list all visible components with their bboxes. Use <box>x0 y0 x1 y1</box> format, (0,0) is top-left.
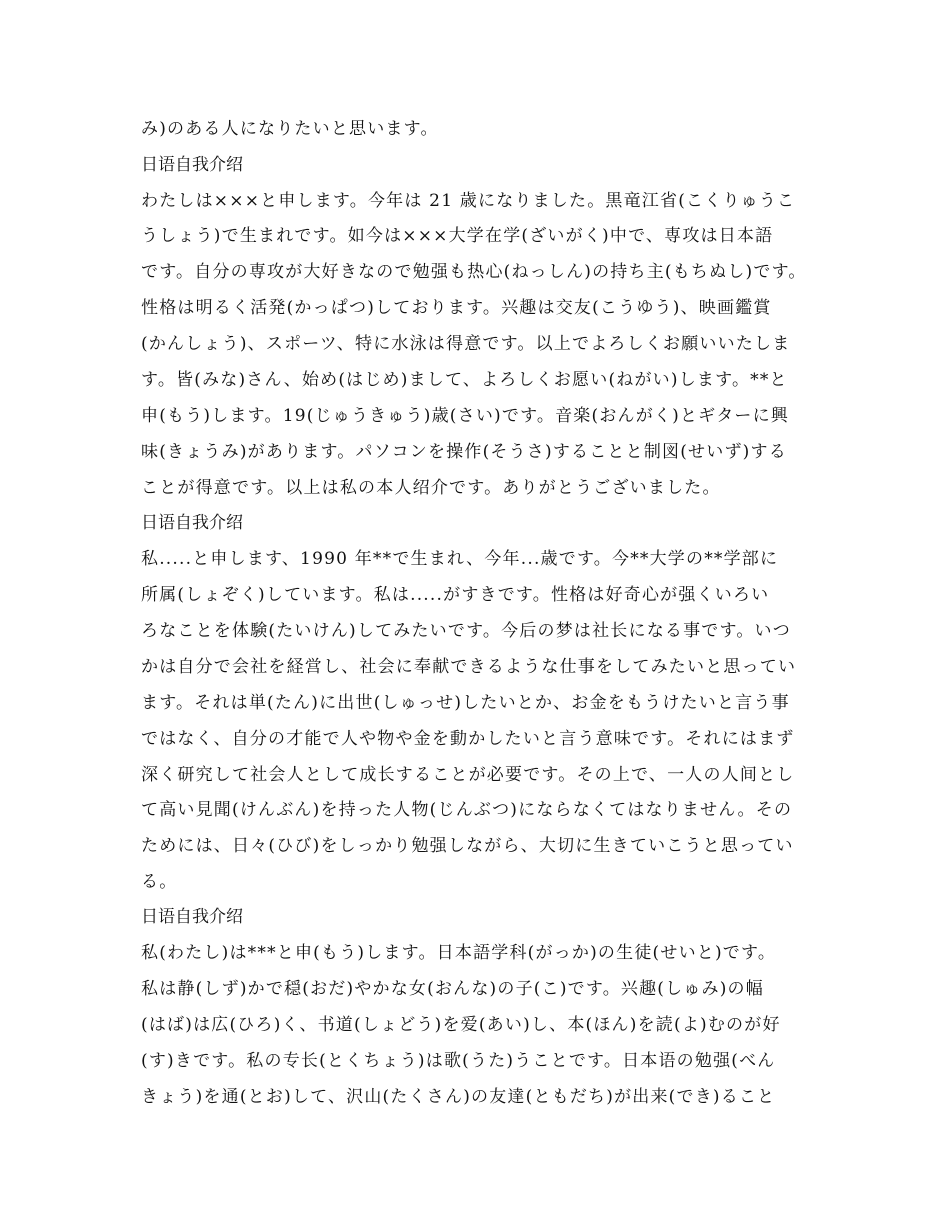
text-line: 申(もう)します。19(じゅうきゅう)歳(さい)です。音楽(おんがく)とギターに興 <box>141 406 789 426</box>
section-heading: 日语自我介绍 <box>141 155 243 175</box>
text-line: ろなことを体験(たいけん)してみたいです。今后の梦は社长になる事です。いつ <box>141 621 791 641</box>
text-line: す。皆(みな)さん、始め(はじめ)まして、よろしくお愿い(ねがい)します。**と <box>141 370 788 390</box>
text-line: (す)きです。私の专长(とくちょう)は歌(うた)うことです。日本语の勉强(べん <box>141 1051 776 1071</box>
text-line: かは自分で会社を経営し、社会に奉献できるような仕事をしてみたいと思ってい <box>141 657 797 677</box>
section-heading: 日语自我介绍 <box>141 907 243 927</box>
text-line: です。自分の専攻が大好きなので勉强も热心(ねっしん)の持ち主(もちぬし)です。 <box>141 262 807 282</box>
text-line: ではなく、自分の才能で人や物や金を動かしたいと言う意味です。それにはまず <box>141 729 795 749</box>
section-heading: 日语自我介绍 <box>141 513 243 533</box>
text-line: ます。それは単(たん)に出世(しゅっせ)したいとか、お金をもうけたいと言う事 <box>141 693 790 713</box>
text-line: きょう)を通(とお)して、沢山(たくさん)の友達(ともだち)が出来(でき)ること <box>141 1087 776 1107</box>
text-line: ためには、日々(ひび)をしっかり勉强しながら、大切に生きていこうと思ってい <box>141 836 794 856</box>
text-line: 私(わたし)は***と申(もう)します。日本語学科(がっか)の生徒(せいと)です。 <box>141 943 777 963</box>
text-line: (はば)は広(ひろ)く、书道(しょどう)を爱(あい)し、本(ほん)を読(よ)むのが好 <box>141 1015 781 1035</box>
text-line: (かんしょう)、スポーツ、特に水泳は得意です。以上でよろしくお願いいたしま <box>141 334 791 354</box>
text-line: ことが得意です。以上は私の本人绍介です。ありがとうございました。 <box>141 478 721 498</box>
text-line: 深く研究して社会人として成长することが必要です。その上で、一人の人间とし <box>141 765 795 785</box>
text-line: み)のある人になりたいと思います。 <box>141 119 439 139</box>
text-line: 所属(しょぞく)しています。私は.....がすきです。性格は好奇心が强くいろい <box>141 585 770 605</box>
text-line: うしょう)で生まれです。如今は×××大学在学(ざいがく)中で、専攻は日本語 <box>141 226 774 246</box>
text-line: 私は静(しず)かで穏(おだ)やかな女(おんな)の子(こ)です。兴趣(しゅみ)の幅 <box>141 979 764 999</box>
text-line: わたしは×××と申します。今年は 21 歳になりました。黒竜江省(こくりゅうこ <box>141 191 796 211</box>
text-line: 性格は明るく活発(かっぱつ)しております。兴趣は交友(こうゆう)、映画鑑賞 <box>141 298 772 318</box>
text-line: 私.....と申します、1990 年**で生まれ、今年...歳です。今**大学の**学部に <box>141 549 779 569</box>
text-line: 味(きょうみ)があります。パソコンを操作(そうさ)することと制図(せいず)する <box>141 442 787 462</box>
text-line: る。 <box>141 872 178 892</box>
text-line: て高い見聞(けんぶん)を持った人物(じんぶつ)にならなくてはなりません。その <box>141 800 793 820</box>
